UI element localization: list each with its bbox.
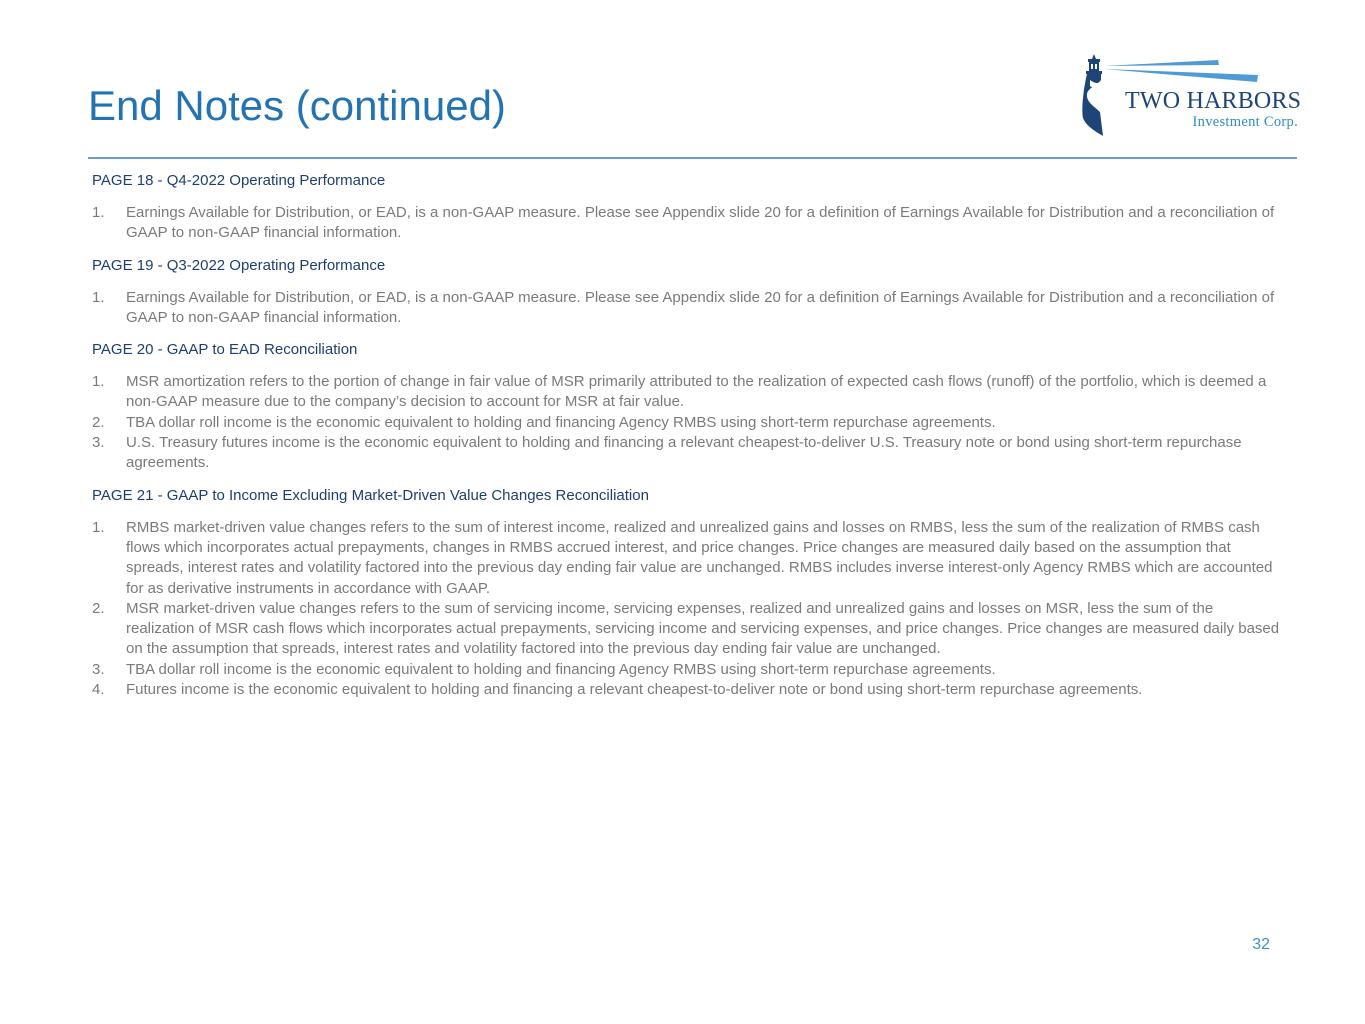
page-number: 32 <box>1252 936 1270 953</box>
note-number: 1. <box>92 373 105 391</box>
notes-list <box>92 288 1282 329</box>
note-item <box>92 372 1282 413</box>
notes-section-page-20 <box>92 340 1282 473</box>
note-text: Futures income is the economic equivalent to holding and financing a relevant cheapest-to-deliver note or bond using short-term repurchase agreements. <box>126 681 1143 699</box>
notes-list <box>92 518 1282 701</box>
notes-list <box>92 372 1282 473</box>
section-heading: PAGE 18 - Q4-2022 Operating Performance <box>92 172 386 189</box>
note-number: 4. <box>92 681 105 699</box>
note-number: 2. <box>92 599 105 617</box>
note-item <box>92 288 1282 329</box>
section-heading: PAGE 19 - Q3-2022 Operating Performance <box>92 256 386 274</box>
note-text: U.S. Treasury futures income is the economic equivalent to holding and financing a relevant cheapest-to-deliver U.S. Treasury note or bond using short-term repurchase agreements. <box>126 434 1242 472</box>
note-number: 1. <box>92 518 105 536</box>
note-text: TBA dollar roll income is the economic equivalent to holding and financing Agency RMBS using short-term repurchase agreements. <box>126 660 996 678</box>
note-item <box>92 599 1282 660</box>
page-title: End Notes (continued) <box>88 82 506 129</box>
note-item <box>92 413 1282 433</box>
note-number: 3. <box>92 660 105 678</box>
note-number: 3. <box>92 434 105 452</box>
header-divider <box>88 157 1297 159</box>
note-item <box>92 660 1282 680</box>
section-heading: PAGE 20 - GAAP to EAD Reconciliation <box>92 341 358 359</box>
note-number: 1. <box>92 204 105 221</box>
logo-company-subtitle: Investment Corp. <box>1192 114 1298 130</box>
notes-section-page-18 <box>92 171 1282 244</box>
notes-section-page-21 <box>92 486 1282 701</box>
company-logo <box>1078 50 1308 140</box>
note-text: Earnings Available for Distribution, or EAD, is a non-GAAP measure. Please see Appendix slide 20 for a definition of Earnings Available for Distribution and a reconciliation of GAAP to non-GAAP financial information. <box>126 288 1275 326</box>
note-text: RMBS market-driven value changes refers to the sum of interest income, realized and unrealized gains and losses on RMBS, less the sum of the realization of RMBS cash flows which incorporates actual prepayments, changes in RMBS accrued interest, and price changes. Price changes are measured daily based on the assumption that spreads, interest rates and volatility factored into the previous day ending fair value are unchanged. RMBS includes inverse interest-only Agency RMBS which are accounted for as derivative instruments in accordance with GAAP. <box>126 518 1273 597</box>
note-number: 2. <box>92 413 105 431</box>
note-number: 1. <box>92 288 105 306</box>
end-notes-content <box>92 171 1282 712</box>
note-item <box>92 433 1282 474</box>
notes-list <box>92 203 1282 244</box>
note-text: MSR market-driven value changes refers to the sum of servicing income, servicing expenses, realized and unrealized gains and losses on MSR, less the sum of the realization of MSR cash flows which incorporates actual prepayments, servicing income and servicing expenses, and price changes. Price changes are measured daily based on the assumption that spreads, interest rates and volatility factored into the previous day ending fair value are unchanged. <box>126 599 1280 658</box>
note-item <box>92 203 1282 244</box>
note-text: Earnings Available for Distribution, or EAD, is a non-GAAP measure. Please see Appendix slide 20 for a definition of Earnings Available for Distribution and a reconciliation of GAAP to non-GAAP financial information. <box>126 204 1275 242</box>
note-item <box>92 680 1282 700</box>
note-text: TBA dollar roll income is the economic equivalent to holding and financing Agency RMBS using short-term repurchase agreements. <box>126 413 996 431</box>
note-text: MSR amortization refers to the portion of change in fair value of MSR primarily attributed to the realization of expected cash flows (runoff) of the portfolio, which is deemed a non-GAAP measure due to the company’s decision to account for MSR at fair value. <box>126 373 1267 411</box>
notes-section-page-19 <box>92 256 1282 329</box>
logo-company-name: TWO HARBORS <box>1125 88 1302 114</box>
section-heading: PAGE 21 - GAAP to Income Excluding Market-Driven Value Changes Reconciliation <box>92 486 649 504</box>
note-item <box>92 518 1282 599</box>
